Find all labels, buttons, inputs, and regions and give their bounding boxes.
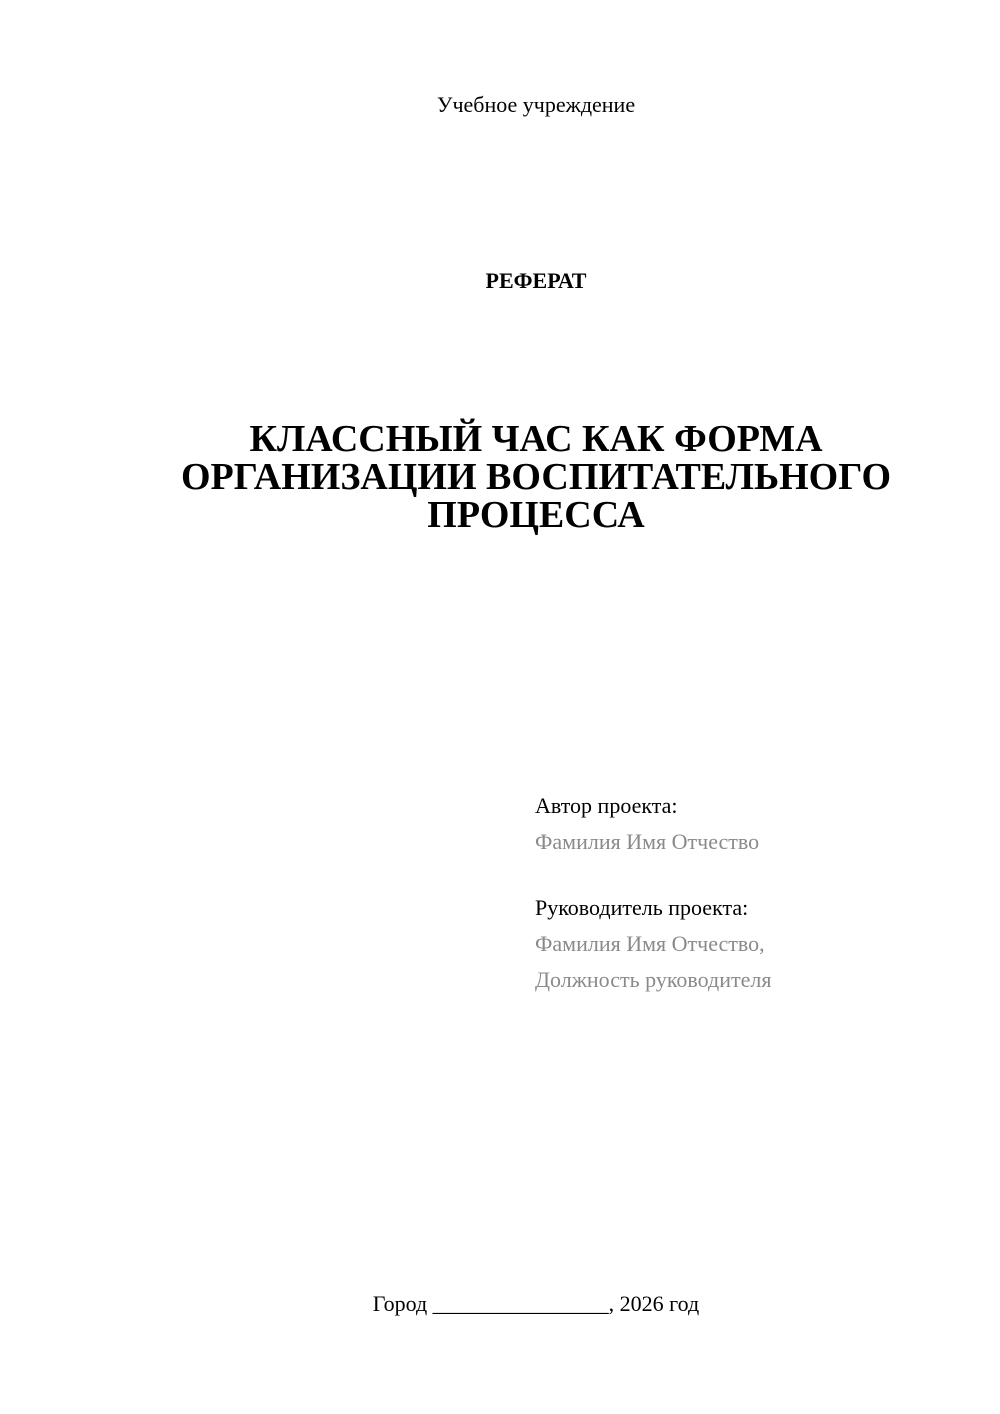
- document-type: РЕФЕРАТ: [485, 268, 587, 293]
- city-year-line: Город ________________, 2026 год: [372, 1291, 700, 1316]
- supervisor-name-placeholder: Фамилия Имя Отчество,: [535, 931, 765, 956]
- document-title-line: ОРГАНИЗАЦИИ ВОСПИТАТЕЛЬНОГО: [180, 456, 892, 498]
- spacer: [535, 860, 975, 890]
- supervisor-label: Руководитель проекта:: [535, 895, 749, 920]
- document-title: [130, 420, 942, 534]
- document-title-line: ПРОЦЕССА: [427, 494, 645, 536]
- author-label: Автор проекта:: [535, 793, 678, 818]
- credits-block: [535, 788, 975, 998]
- supervisor-position-placeholder: Должность руководителя: [535, 967, 772, 992]
- document-title-line: КЛАССНЫЙ ЧАС КАК ФОРМА: [249, 418, 823, 460]
- institution-name: Учебное учреждение: [436, 92, 636, 117]
- author-name-placeholder: Фамилия Имя Отчество: [535, 829, 760, 854]
